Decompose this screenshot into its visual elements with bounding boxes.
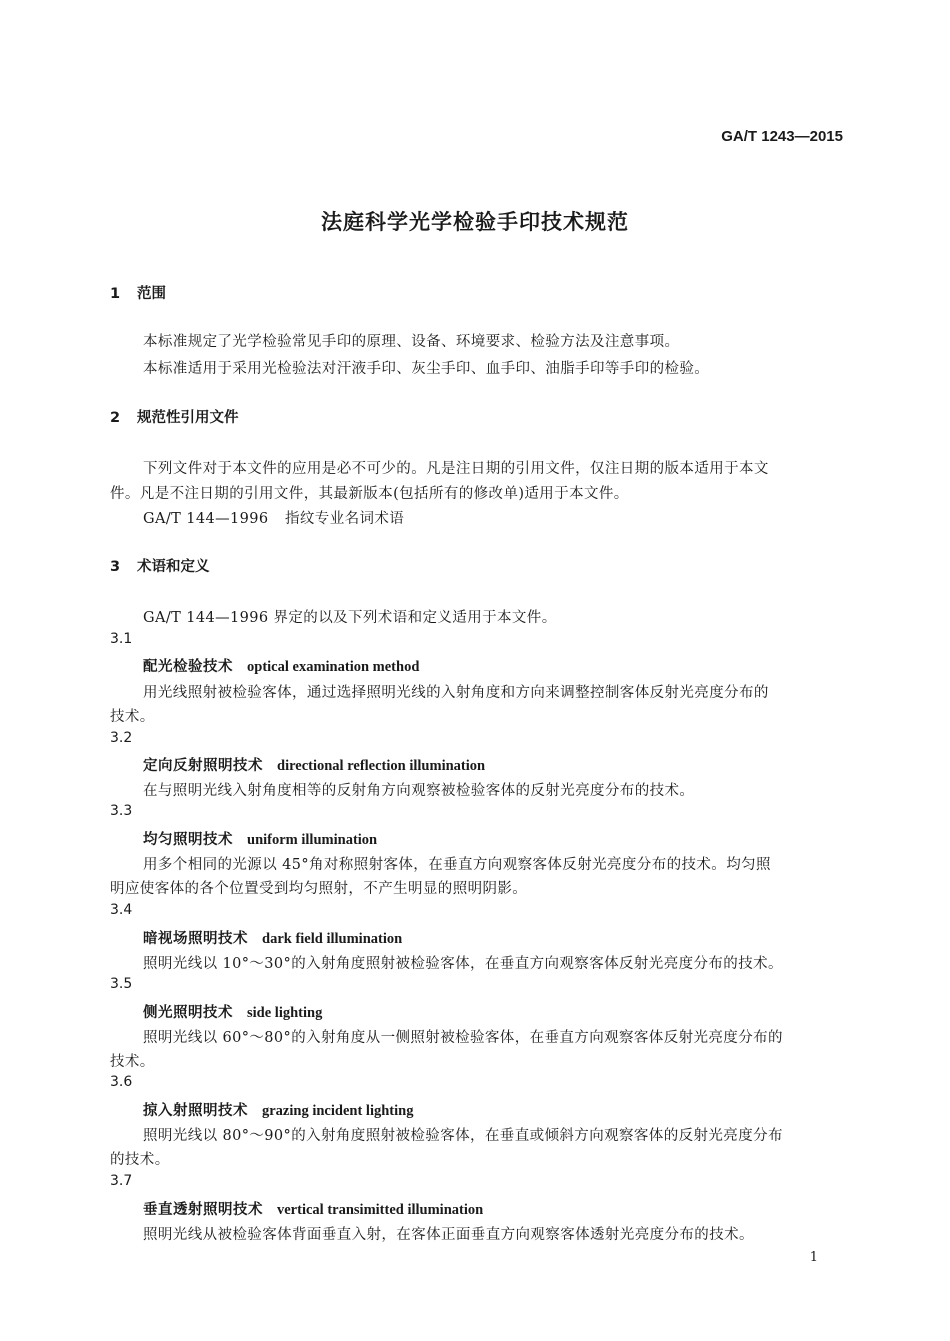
section-title: 规范性引用文件 bbox=[137, 410, 239, 426]
paragraph-continued: 件。凡是不注日期的引用文件，其最新版本(包括所有的修改单)适用于本文件。 bbox=[110, 486, 629, 502]
reference-code: GA/T 144—1996 bbox=[143, 511, 269, 527]
section-title: 术语和定义 bbox=[137, 559, 210, 575]
term-zh: 均匀照明技术 bbox=[143, 832, 233, 848]
term-en: grazing incident lighting bbox=[262, 1103, 414, 1119]
term-en: directional reflection illumination bbox=[277, 758, 486, 774]
section-title: 范围 bbox=[137, 286, 166, 302]
section-3-heading bbox=[110, 555, 210, 576]
paragraph: 本标准规定了光学检验常见手印的原理、设备、环境要求、检验方法及注意事项。 bbox=[143, 334, 680, 350]
term-number: 3.6 bbox=[110, 1074, 133, 1090]
paragraph: 下列文件对于本文件的应用是必不可少的。凡是注日期的引用文件，仅注日期的版本适用于本文 bbox=[143, 461, 769, 477]
term-number: 3.1 bbox=[110, 631, 133, 647]
term-number: 3.3 bbox=[110, 803, 133, 819]
paragraph: 本标准适用于采用光检验法对汗液手印、灰尘手印、血手印、油脂手印等手印的检验。 bbox=[143, 361, 710, 377]
paragraph: GA/T 144—1996 界定的以及下列术语和定义适用于本文件。 bbox=[143, 610, 557, 626]
term-title bbox=[143, 1099, 413, 1120]
page-title: 法庭科学光学检验手印技术规范 bbox=[321, 210, 629, 234]
section-2-heading bbox=[110, 406, 239, 427]
term-en: optical examination method bbox=[247, 659, 420, 675]
term-definition: 照明光线以 10°～30°的入射角度照射被检验客体，在垂直方向观察客体反射光亮度分布的技术。 bbox=[143, 956, 783, 972]
normative-reference bbox=[143, 507, 404, 528]
term-zh: 暗视场照明技术 bbox=[143, 931, 248, 947]
section-number: 1 bbox=[110, 286, 121, 302]
term-zh: 垂直透射照明技术 bbox=[143, 1202, 263, 1218]
term-definition: 照明光线从被检验客体背面垂直入射，在客体正面垂直方向观察客体透射光亮度分布的技术。 bbox=[143, 1227, 754, 1243]
term-en: vertical transimitted illumination bbox=[277, 1202, 484, 1218]
term-definition-continued: 技术。 bbox=[110, 1054, 155, 1070]
term-zh: 掠入射照明技术 bbox=[143, 1103, 248, 1119]
term-title bbox=[143, 1198, 483, 1219]
term-definition-continued: 技术。 bbox=[110, 709, 155, 725]
term-title bbox=[143, 754, 485, 775]
term-definition: 照明光线以 80°～90°的入射角度照射被检验客体，在垂直或倾斜方向观察客体的反射光亮度分布 bbox=[143, 1128, 783, 1144]
document-code: GA/T 1243—2015 bbox=[721, 128, 843, 145]
term-definition-continued: 明应使客体的各个位置受到均匀照射，不产生明显的照明阴影。 bbox=[110, 881, 528, 897]
term-zh: 定向反射照明技术 bbox=[143, 758, 263, 774]
term-en: uniform illumination bbox=[247, 832, 378, 848]
term-definition-continued: 的技术。 bbox=[110, 1152, 170, 1168]
reference-title: 指纹专业名词术语 bbox=[285, 511, 405, 527]
term-title bbox=[143, 655, 419, 676]
term-definition: 在与照明光线入射角度相等的反射角方向观察被检验客体的反射光亮度分布的技术。 bbox=[143, 783, 695, 799]
term-title bbox=[143, 927, 402, 948]
section-number: 3 bbox=[110, 559, 121, 575]
term-definition: 用多个相同的光源以 45°角对称照射客体，在垂直方向观察客体反射光亮度分布的技术。均匀照 bbox=[143, 857, 771, 873]
page-number: 1 bbox=[809, 1250, 818, 1265]
term-zh: 配光检验技术 bbox=[143, 659, 233, 675]
section-1-heading bbox=[110, 282, 166, 303]
term-definition: 用光线照射被检验客体，通过选择照明光线的入射角度和方向来调整控制客体反射光亮度分布的 bbox=[143, 685, 769, 701]
term-number: 3.5 bbox=[110, 976, 133, 992]
term-zh: 侧光照明技术 bbox=[143, 1005, 233, 1021]
term-number: 3.2 bbox=[110, 730, 133, 746]
term-en: dark field illumination bbox=[262, 931, 403, 947]
term-number: 3.4 bbox=[110, 902, 133, 918]
term-title bbox=[143, 1001, 322, 1022]
term-title bbox=[143, 828, 377, 849]
section-number: 2 bbox=[110, 410, 121, 426]
term-number: 3.7 bbox=[110, 1173, 133, 1189]
term-en: side lighting bbox=[247, 1005, 323, 1021]
term-definition: 照明光线以 60°～80°的入射角度从一侧照射被检验客体，在垂直方向观察客体反射光亮度分布的 bbox=[143, 1030, 783, 1046]
